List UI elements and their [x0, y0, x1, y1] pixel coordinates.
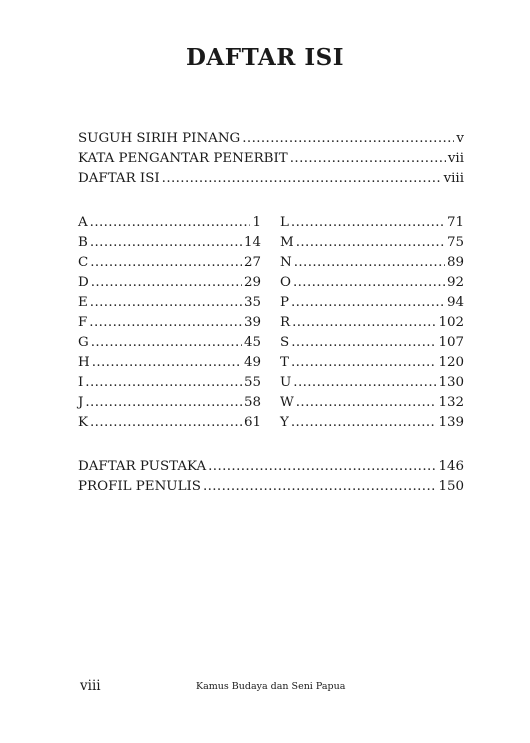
- toc-entry-label: R: [280, 315, 291, 330]
- dot-leader: [296, 393, 437, 413]
- toc-letters-left-column: [78, 213, 261, 433]
- toc-entry-label: M: [280, 235, 294, 250]
- toc-entry[interactable]: [280, 333, 464, 353]
- toc-entry[interactable]: [78, 333, 261, 353]
- toc-entry-label: G: [78, 335, 89, 350]
- toc-entry-label: B: [78, 235, 88, 250]
- toc-entry-label: W: [280, 395, 294, 410]
- dot-leader: [293, 273, 445, 293]
- toc-entry-page-number: 14: [243, 235, 261, 250]
- toc-entry-label: I: [78, 375, 84, 390]
- dot-leader: [292, 313, 436, 333]
- toc-entry-page-number: v: [456, 131, 464, 146]
- dot-leader: [208, 457, 436, 477]
- toc-entry-page-number: 107: [438, 335, 464, 350]
- toc-entry-page-number: 1: [252, 215, 261, 230]
- toc-entry-label: SUGUH SIRIH PINANG: [78, 131, 241, 146]
- toc-entry-label: U: [280, 375, 292, 390]
- toc-entry[interactable]: [78, 273, 261, 293]
- toc-entry-label: C: [78, 255, 89, 270]
- toc-entry[interactable]: [78, 253, 261, 273]
- dot-leader: [91, 333, 242, 353]
- dot-leader: [293, 373, 436, 393]
- dot-leader: [92, 353, 242, 373]
- toc-entry-label: H: [78, 355, 90, 370]
- toc-entry-page-number: 120: [438, 355, 464, 370]
- dot-leader: [89, 313, 242, 333]
- toc-entry[interactable]: [78, 477, 464, 497]
- toc-entry[interactable]: [280, 413, 464, 433]
- toc-entry-label: KATA PENGANTAR PENERBIT: [78, 151, 288, 166]
- dot-leader: [90, 293, 242, 313]
- toc-entry-label: K: [78, 415, 89, 430]
- toc-entry[interactable]: [280, 373, 464, 393]
- dot-leader: [162, 169, 442, 189]
- toc-entry-label: DAFTAR ISI: [78, 171, 160, 186]
- toc-entry-label: P: [280, 295, 290, 310]
- toc-entry[interactable]: [78, 413, 261, 433]
- toc-entry[interactable]: [280, 273, 464, 293]
- toc-entry[interactable]: [78, 149, 464, 169]
- footer-book-title: Kamus Budaya dan Seni Papua: [196, 681, 346, 692]
- toc-entry-page-number: 139: [438, 415, 464, 430]
- toc-entry[interactable]: [280, 313, 464, 333]
- dot-leader: [91, 273, 242, 293]
- toc-entry-page-number: 92: [446, 275, 464, 290]
- dot-leader: [291, 293, 445, 313]
- toc-entry-page-number: 71: [446, 215, 464, 230]
- toc-entry[interactable]: [78, 353, 261, 373]
- toc-entry-label: DAFTAR PUSTAKA: [78, 459, 207, 474]
- dot-leader: [291, 213, 445, 233]
- dot-leader: [291, 353, 437, 373]
- toc-entry-label: D: [78, 275, 89, 290]
- toc-entry-page-number: 49: [243, 355, 261, 370]
- toc-entry-label: L: [280, 215, 289, 230]
- toc-entry-page-number: 89: [446, 255, 464, 270]
- dot-leader: [90, 253, 242, 273]
- toc-entry[interactable]: [78, 457, 464, 477]
- toc-entry-label: F: [78, 315, 88, 330]
- toc-entry-page-number: 102: [438, 315, 464, 330]
- toc-entry-label: Y: [280, 415, 289, 430]
- toc-front-matter: [78, 129, 464, 189]
- toc-entry-page-number: 132: [438, 395, 464, 410]
- toc-entry-label: S: [280, 335, 290, 350]
- toc-entry-label: N: [280, 255, 292, 270]
- toc-entry[interactable]: [78, 233, 261, 253]
- toc-entry[interactable]: [280, 213, 464, 233]
- toc-entry-label: PROFIL PENULIS: [78, 479, 201, 494]
- dot-leader: [85, 373, 242, 393]
- toc-entry-page-number: 61: [243, 415, 261, 430]
- toc-entry[interactable]: [78, 313, 261, 333]
- toc-letters-right-column: [280, 213, 464, 433]
- toc-entry-page-number: 94: [446, 295, 464, 310]
- dot-leader: [291, 333, 436, 353]
- toc-entry-label: E: [78, 295, 88, 310]
- dot-leader: [294, 253, 445, 273]
- dot-leader: [203, 477, 436, 497]
- toc-entry-page-number: 55: [243, 375, 261, 390]
- toc-entry[interactable]: [280, 393, 464, 413]
- toc-entry-page-number: 35: [243, 295, 261, 310]
- dot-leader: [85, 393, 242, 413]
- page-title: DAFTAR ISI: [185, 44, 345, 71]
- toc-entry-label: J: [78, 395, 84, 410]
- toc-entry-page-number: 146: [438, 459, 464, 474]
- dot-leader: [291, 413, 437, 433]
- dot-leader: [90, 213, 251, 233]
- toc-entry-page-number: vii: [447, 151, 464, 166]
- toc-entry-page-number: 58: [243, 395, 261, 410]
- toc-entry-page-number: 29: [243, 275, 261, 290]
- toc-entry-page-number: 39: [243, 315, 261, 330]
- toc-entry-label: O: [280, 275, 291, 290]
- toc-entry[interactable]: [78, 373, 261, 393]
- toc-entry[interactable]: [280, 353, 464, 373]
- toc-entry[interactable]: [78, 393, 261, 413]
- toc-entry-label: T: [280, 355, 289, 370]
- toc-entry[interactable]: [280, 233, 464, 253]
- toc-entry[interactable]: [78, 169, 464, 189]
- toc-entry[interactable]: [78, 213, 261, 233]
- toc-entry-page-number: 45: [243, 335, 261, 350]
- toc-entry-page-number: 150: [438, 479, 464, 494]
- toc-entry[interactable]: [280, 293, 464, 313]
- toc-entry[interactable]: [78, 293, 261, 313]
- toc-entry-label: A: [78, 215, 88, 230]
- toc-entry-page-number: viii: [443, 171, 464, 186]
- toc-entry-page-number: 27: [243, 255, 261, 270]
- dot-leader: [296, 233, 445, 253]
- dot-leader: [90, 413, 242, 433]
- footer-page-number: viii: [80, 678, 101, 694]
- toc-entry-page-number: 75: [446, 235, 464, 250]
- toc-entry[interactable]: [78, 129, 464, 149]
- dot-leader: [290, 149, 446, 169]
- toc-back-matter: [78, 457, 464, 497]
- toc-entry[interactable]: [280, 253, 464, 273]
- dot-leader: [242, 129, 454, 149]
- dot-leader: [90, 233, 242, 253]
- toc-entry-page-number: 130: [438, 375, 464, 390]
